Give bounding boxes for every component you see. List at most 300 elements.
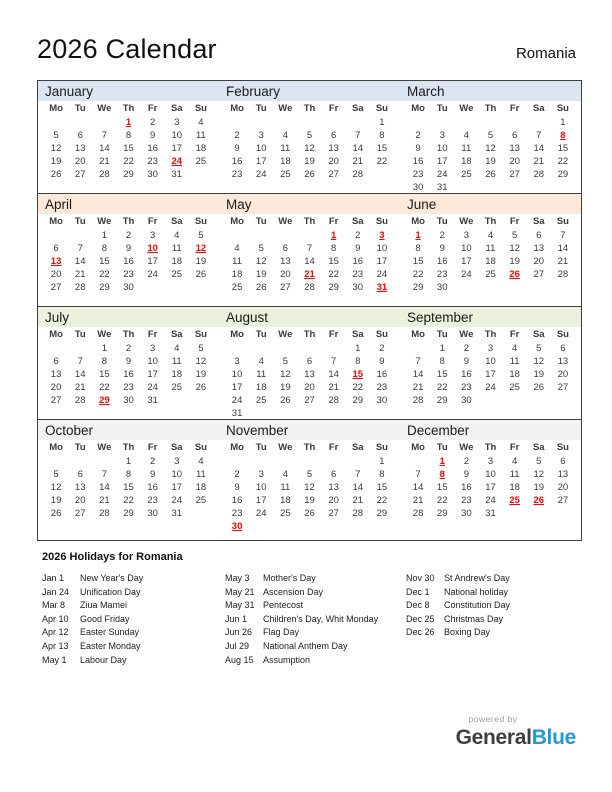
weekday-label: Fr (147, 103, 158, 114)
day-cell: 17 (255, 495, 267, 506)
day-cell: 30 (123, 282, 134, 293)
day-cell: 4 (174, 343, 180, 354)
empty-cell (322, 455, 346, 468)
empty-cell (527, 181, 551, 193)
empty-cell (189, 281, 213, 294)
day-cell: 3 (174, 117, 180, 128)
empty-cell (297, 407, 321, 419)
holiday-name: Christmas Day (444, 613, 504, 624)
day-cell: 30 (376, 395, 388, 406)
holiday-day-cell: 15 (352, 369, 364, 380)
empty-cell (551, 181, 575, 193)
weekday-label: Fr (509, 442, 520, 453)
weekday-row (44, 101, 213, 116)
weekday-label: Fr (509, 216, 520, 227)
weekday-label: Th (122, 329, 135, 340)
weekday-label: Mo (230, 103, 244, 114)
day-cell: 17 (147, 369, 158, 380)
weekday-label: We (459, 216, 474, 227)
day-cell: 28 (99, 169, 110, 180)
empty-cell (297, 455, 321, 468)
day-cell: 15 (99, 256, 110, 267)
empty-cell (527, 507, 551, 520)
weekday-label: Su (556, 103, 569, 114)
day-cell: 17 (255, 156, 267, 167)
day-cell: 29 (412, 282, 424, 293)
day-cell: 4 (487, 230, 494, 241)
month-grid-november (219, 440, 400, 533)
week-row (225, 520, 394, 533)
day-cell: 2 (463, 456, 469, 467)
month-grids (38, 440, 581, 533)
holiday-day-cell: 30 (231, 521, 243, 532)
empty-cell (322, 520, 346, 533)
day-cell: 22 (99, 382, 110, 393)
empty-cell (297, 342, 321, 355)
day-cell: 25 (171, 269, 183, 280)
day-cell: 27 (509, 169, 520, 180)
day-cell: 20 (50, 382, 62, 393)
day-cell: 14 (533, 143, 545, 154)
day-cell: 11 (485, 243, 496, 254)
month-grids (38, 101, 581, 193)
day-cell: 12 (533, 356, 545, 367)
brand-general: General (455, 726, 532, 749)
day-cell: 27 (304, 395, 315, 406)
weekday-label: Su (556, 442, 569, 453)
day-cell: 24 (231, 395, 243, 406)
week-row (406, 155, 575, 168)
day-cell: 26 (195, 269, 207, 280)
week-row (44, 507, 213, 520)
week-row (406, 394, 575, 407)
day-cell: 20 (74, 156, 86, 167)
day-cell: 12 (509, 243, 520, 254)
week-row (44, 468, 213, 481)
day-cell: 21 (557, 256, 569, 267)
weekday-label: We (459, 103, 474, 114)
week-row (225, 468, 394, 481)
day-cell: 13 (328, 143, 339, 154)
day-cell: 29 (352, 395, 364, 406)
day-cell: 15 (123, 482, 134, 493)
weekday-label: Mo (411, 216, 425, 227)
empty-cell (370, 407, 394, 419)
week-row (44, 455, 213, 468)
weekday-label: Fr (509, 103, 520, 114)
week-row (225, 494, 394, 507)
holiday-date: Apr 13 (42, 640, 69, 651)
holiday-date: Jul 29 (225, 640, 250, 651)
day-cell: 22 (436, 382, 448, 393)
day-cell: 17 (171, 143, 183, 154)
month-grid-july (38, 327, 219, 419)
day-cell: 2 (149, 117, 156, 128)
day-cell: 9 (379, 356, 385, 367)
holiday-date: May 1 (42, 654, 67, 665)
month-grid-september (400, 327, 581, 419)
holiday-day-cell: 1 (439, 456, 445, 467)
day-cell: 6 (282, 243, 288, 254)
empty-cell (551, 507, 575, 520)
day-cell: 29 (436, 508, 448, 519)
day-cell: 31 (231, 408, 243, 419)
day-cell: 28 (304, 282, 315, 293)
day-cell: 19 (195, 256, 207, 267)
day-cell: 31 (171, 508, 183, 519)
day-cell: 7 (355, 130, 361, 141)
empty-cell (44, 342, 68, 355)
weekday-label: Su (375, 329, 388, 340)
day-cell: 23 (436, 269, 448, 280)
holiday-date: May 3 (225, 573, 250, 583)
day-cell: 15 (123, 143, 134, 154)
day-cell: 13 (509, 143, 520, 154)
weekday-row (44, 327, 213, 342)
weekday-label: Sa (170, 103, 183, 114)
holidays-section (42, 551, 612, 667)
day-cell: 5 (511, 230, 518, 241)
generalblue-logo (456, 726, 576, 750)
day-cell: 24 (436, 169, 448, 180)
weekday-label: Sa (532, 442, 545, 453)
day-cell: 22 (376, 495, 388, 506)
day-cell: 16 (123, 256, 134, 267)
holiday-name: Good Friday (80, 613, 130, 624)
month-grid-august (219, 327, 400, 419)
holiday-day-cell: 24 (171, 156, 183, 167)
empty-cell (430, 116, 454, 129)
day-cell: 29 (99, 282, 110, 293)
day-cell: 30 (436, 282, 448, 293)
weekday-row (44, 214, 213, 229)
day-cell: 18 (509, 369, 520, 380)
day-cell: 30 (412, 182, 424, 193)
holiday-item (225, 586, 406, 600)
month-band (38, 194, 581, 214)
day-cell: 5 (536, 343, 542, 354)
weekday-row (406, 101, 575, 116)
day-cell: 22 (123, 156, 134, 167)
day-cell: 20 (557, 369, 569, 380)
day-cell: 14 (74, 369, 86, 380)
day-cell: 11 (509, 469, 520, 480)
empty-cell (225, 342, 249, 355)
day-cell: 3 (258, 469, 264, 480)
day-cell: 10 (376, 243, 388, 254)
day-cell: 18 (195, 482, 207, 493)
day-cell: 1 (125, 456, 132, 467)
day-cell: 2 (234, 130, 240, 141)
day-cell: 5 (487, 130, 494, 141)
day-cell: 13 (50, 369, 62, 380)
empty-cell (92, 455, 116, 468)
day-cell: 20 (304, 382, 315, 393)
weekday-label: Th (122, 103, 135, 114)
week-row (225, 368, 394, 381)
empty-cell (322, 342, 346, 355)
day-cell: 21 (533, 156, 545, 167)
empty-cell (478, 281, 502, 294)
empty-cell (478, 116, 502, 129)
week-row (406, 455, 575, 468)
page-header (0, 0, 612, 65)
day-cell: 17 (461, 256, 472, 267)
day-cell: 25 (171, 382, 183, 393)
week-row (406, 494, 575, 507)
day-cell: 11 (195, 130, 206, 141)
month-row-0 (38, 80, 581, 193)
day-cell: 5 (53, 130, 59, 141)
empty-cell (249, 229, 273, 242)
day-cell: 16 (231, 495, 243, 506)
weekday-label: Sa (532, 216, 545, 227)
week-row (406, 229, 575, 242)
day-cell: 27 (533, 269, 545, 280)
holiday-date: Mar 8 (42, 600, 66, 611)
day-cell: 4 (258, 356, 264, 367)
weekday-label: Tu (74, 329, 86, 340)
day-cell: 10 (485, 469, 496, 480)
day-cell: 6 (560, 343, 566, 354)
day-cell: 6 (536, 230, 542, 241)
empty-cell (406, 342, 430, 355)
week-row (44, 268, 213, 281)
month-title-june: June (407, 196, 437, 212)
day-cell: 24 (171, 495, 183, 506)
day-cell: 27 (557, 495, 569, 506)
weekday-label: Sa (532, 103, 545, 114)
day-cell: 27 (328, 508, 339, 519)
day-cell: 8 (415, 243, 421, 254)
holiday-item (42, 640, 225, 654)
day-cell: 15 (328, 256, 339, 267)
day-cell: 23 (147, 495, 158, 506)
weekday-label: Tu (436, 216, 448, 227)
weekday-label: Su (194, 103, 207, 114)
holiday-day-cell: 3 (379, 230, 385, 241)
holiday-item (42, 599, 225, 613)
calendar (37, 80, 582, 541)
holiday-name: National Anthem Day (263, 640, 348, 651)
empty-cell (189, 394, 213, 407)
empty-cell (370, 168, 394, 181)
day-cell: 23 (352, 269, 364, 280)
week-row (225, 129, 394, 142)
holiday-day-cell: 25 (509, 495, 520, 506)
day-cell: 24 (376, 269, 388, 280)
month-band (38, 81, 581, 101)
empty-cell (44, 229, 68, 242)
weekday-label: Mo (411, 442, 425, 453)
day-cell: 26 (485, 169, 496, 180)
week-row (406, 468, 575, 481)
empty-cell (92, 116, 116, 129)
weekday-label: We (278, 103, 293, 114)
weekday-label: Tu (255, 442, 267, 453)
day-cell: 17 (376, 256, 388, 267)
day-cell: 3 (487, 343, 494, 354)
day-cell: 3 (234, 356, 240, 367)
day-cell: 21 (352, 495, 364, 506)
week-row (406, 116, 575, 129)
day-cell: 9 (125, 356, 132, 367)
day-cell: 23 (147, 156, 158, 167)
footer (456, 714, 576, 750)
holiday-item (406, 572, 510, 586)
powered-by-label: powered by (468, 714, 518, 724)
weekday-row (225, 101, 394, 116)
day-cell: 5 (198, 230, 204, 241)
week-row (44, 229, 213, 242)
day-cell: 11 (280, 482, 291, 493)
day-cell: 29 (557, 169, 569, 180)
weekday-label: Sa (170, 216, 183, 227)
day-cell: 20 (280, 269, 291, 280)
empty-cell (322, 116, 346, 129)
day-cell: 28 (99, 508, 110, 519)
day-cell: 30 (147, 508, 158, 519)
month-title-november: November (226, 422, 289, 438)
day-cell: 31 (171, 169, 183, 180)
weekday-label: Th (484, 329, 497, 340)
day-cell: 9 (234, 143, 240, 154)
holiday-item (225, 572, 406, 586)
day-cell: 1 (439, 343, 445, 354)
day-cell: 22 (412, 269, 424, 280)
weekday-label: Th (122, 442, 135, 453)
day-cell: 12 (304, 143, 315, 154)
weekday-label: We (278, 442, 293, 453)
day-cell: 26 (533, 382, 545, 393)
day-cell: 9 (415, 143, 421, 154)
holiday-columns (42, 572, 612, 667)
holiday-name: Easter Sunday (80, 627, 140, 638)
day-cell: 29 (328, 282, 339, 293)
day-cell: 30 (461, 508, 472, 519)
day-cell: 19 (50, 495, 62, 506)
day-cell: 24 (255, 169, 267, 180)
weekday-label: Su (375, 442, 388, 453)
day-cell: 10 (485, 356, 496, 367)
day-cell: 29 (376, 508, 388, 519)
holiday-day-cell: 8 (439, 469, 445, 480)
weekday-label: Th (484, 216, 497, 227)
weekday-label: Fr (328, 216, 339, 227)
day-cell: 5 (198, 343, 204, 354)
day-cell: 5 (306, 130, 313, 141)
holiday-name: Mother's Day (263, 573, 316, 583)
holiday-item (225, 626, 406, 640)
empty-cell (478, 181, 502, 193)
day-cell: 3 (487, 456, 494, 467)
holiday-name: Assumption (263, 654, 311, 665)
day-cell: 20 (50, 269, 62, 280)
week-row (406, 181, 575, 193)
day-cell: 21 (74, 382, 86, 393)
weekday-label: Mo (49, 216, 63, 227)
day-cell: 12 (485, 143, 496, 154)
weekday-label: Mo (49, 329, 63, 340)
weekday-label: Tu (74, 216, 86, 227)
weekday-label: Fr (328, 329, 339, 340)
day-cell: 17 (485, 369, 496, 380)
day-cell: 28 (557, 269, 569, 280)
empty-cell (225, 116, 249, 129)
empty-cell (225, 455, 249, 468)
weekday-row (406, 327, 575, 342)
day-cell: 13 (557, 356, 569, 367)
holiday-date: Jun 26 (225, 627, 253, 638)
day-cell: 10 (231, 369, 243, 380)
day-cell: 9 (125, 243, 132, 254)
weekday-label: We (459, 442, 474, 453)
holiday-name: Constitution Day (444, 600, 511, 611)
holiday-name: Unification Day (80, 586, 141, 597)
day-cell: 23 (412, 169, 424, 180)
day-cell: 16 (147, 143, 158, 154)
day-cell: 22 (99, 269, 110, 280)
day-cell: 6 (330, 469, 337, 480)
day-cell: 28 (533, 169, 545, 180)
day-cell: 21 (352, 156, 364, 167)
day-cell: 20 (328, 156, 339, 167)
weekday-label: We (459, 329, 474, 340)
weekday-label: Th (122, 216, 135, 227)
week-row (406, 129, 575, 142)
day-cell: 20 (328, 495, 339, 506)
week-row (406, 355, 575, 368)
day-cell: 27 (50, 395, 62, 406)
day-cell: 12 (255, 256, 267, 267)
day-cell: 28 (74, 282, 86, 293)
day-cell: 4 (511, 456, 518, 467)
empty-cell (503, 507, 527, 520)
day-cell: 18 (485, 256, 496, 267)
month-row-3 (38, 419, 581, 540)
day-cell: 26 (304, 169, 315, 180)
day-cell: 2 (439, 230, 445, 241)
holiday-item (42, 572, 225, 586)
day-cell: 20 (557, 482, 569, 493)
holiday-date: Nov 30 (406, 573, 435, 583)
week-row (225, 281, 394, 294)
holiday-item (42, 626, 225, 640)
holiday-day-cell: 31 (376, 282, 388, 293)
day-cell: 10 (171, 469, 183, 480)
month-grid-april (38, 214, 219, 294)
week-row (44, 368, 213, 381)
day-cell: 14 (304, 256, 315, 267)
region-label: Romania (515, 45, 576, 62)
month-title-february: February (226, 83, 281, 99)
day-cell: 13 (557, 469, 569, 480)
day-cell: 1 (101, 343, 107, 354)
empty-cell (503, 281, 527, 294)
day-cell: 12 (280, 369, 291, 380)
weekday-label: Mo (230, 216, 244, 227)
day-cell: 3 (149, 343, 156, 354)
holiday-name: Flag Day (263, 627, 300, 638)
week-row (44, 116, 213, 129)
day-cell: 7 (415, 356, 421, 367)
empty-cell (551, 281, 575, 294)
day-cell: 1 (101, 230, 107, 241)
weekday-row (406, 214, 575, 229)
weekday-label: Mo (49, 442, 63, 453)
day-cell: 19 (509, 256, 520, 267)
day-cell: 1 (355, 343, 361, 354)
